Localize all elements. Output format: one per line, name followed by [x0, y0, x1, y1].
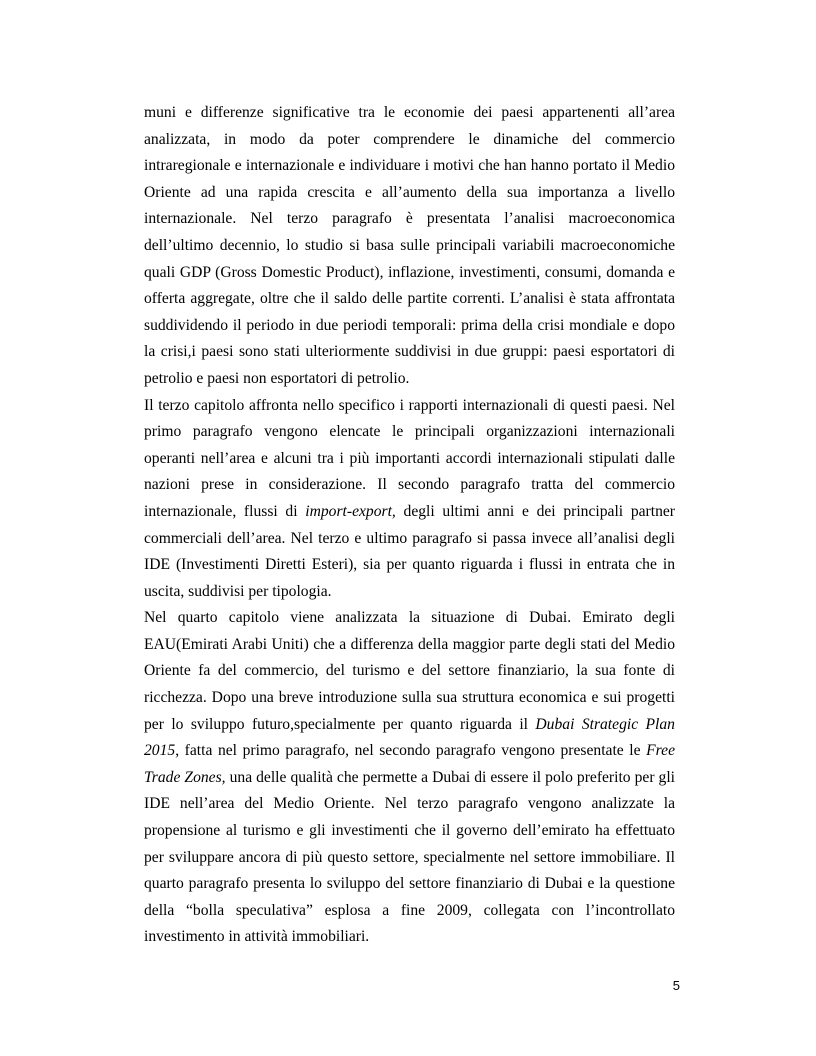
- paragraph-2-italic-term: import-export,: [305, 502, 396, 520]
- paragraph-2-text-start: Il terzo capitolo affronta nello specifico i rapporti internazionali di questi paesi. Nel primo paragrafo vengono elencate le principali organizzazioni internazionali operanti nell’area e alcuni tra i più importanti accordi internazionali stipulati dalle nazioni prese in considerazione. Il secondo paragrafo tratta del commercio internazionale, flussi di: [144, 396, 675, 520]
- paragraph-3-text-start: Nel quarto capitolo viene analizzata la situazione di Dubai. Emirato degli EAU(Emirati Arabi Uniti) che a differenza della maggior parte degli stati del Medio Oriente fa del commercio, del turismo e del settore finanziario, la sua fonte di ricchezza. Dopo una breve introduzione sulla sua struttura economica e sui progetti per lo sviluppo futuro,specialmente per quanto riguarda il: [144, 609, 675, 733]
- paragraph-2-text-end: degli ultimi anni e dei principali partner commerciali dell’area. Nel terzo e ultimo paragrafo si passa invece all’analisi degli IDE (Investimenti Diretti Esteri), sia per quanto riguarda i flussi in entrata che in uscita, suddivisi per tipologia.: [144, 502, 675, 600]
- page-number: 5: [672, 978, 680, 993]
- paragraph-3-italic-zones: Free Trade Zones,: [144, 742, 675, 786]
- paragraph-2: [144, 393, 675, 606]
- paragraph-3-text-middle: , fatta nel primo paragrafo, nel secondo paragrafo vengono presentate le: [175, 742, 647, 760]
- paragraph-1-text: muni e differenze significative tra le economie dei paesi appartenenti all’area analizzata, in modo da poter comprendere le dinamiche del commercio intraregionale e internazionale e individuare i motivi che han hanno portato il Medio Oriente ad una rapida crescita e all’aumento della sua importanza a livello internazionale. Nel terzo paragrafo è presentata l’analisi macroeconomica dell’ultimo decennio, lo studio si basa sulle principali variabili macroeconomiche quali GDP (Gross Domestic Product), inflazione, investimenti, consumi, domanda e offerta aggregate, oltre che il saldo delle partite correnti. L’analisi è stata affrontata suddividendo il periodo in due periodi temporali: prima della crisi mondiale e dopo la crisi,i paesi sono stati ulteriormente suddivisi in due gruppi: paesi esportatori di petrolio e paesi non esportatori di petrolio.: [144, 104, 675, 387]
- paragraph-3-text-end: una delle qualità che permette a Dubai di essere il polo preferito per gli IDE nell’area del Medio Oriente. Nel terzo paragrafo vengono analizzate la propensione al turismo e gli investimenti che il governo dell’emirato ha effettuato per sviluppare ancora di più questo settore, specialmente nel settore immobiliare. Il quarto paragrafo presenta lo sviluppo del settore finanziario di Dubai e la questione della “bolla speculativa” esplosa a fine 2009, collegata con l’incontrollato investimento in attività immobiliari.: [144, 768, 675, 946]
- paragraph-3: [144, 605, 675, 951]
- paragraph-1: [144, 100, 675, 393]
- paragraph-3-italic-plan: Dubai Strategic Plan 2015: [144, 715, 675, 760]
- page-body: [144, 100, 675, 951]
